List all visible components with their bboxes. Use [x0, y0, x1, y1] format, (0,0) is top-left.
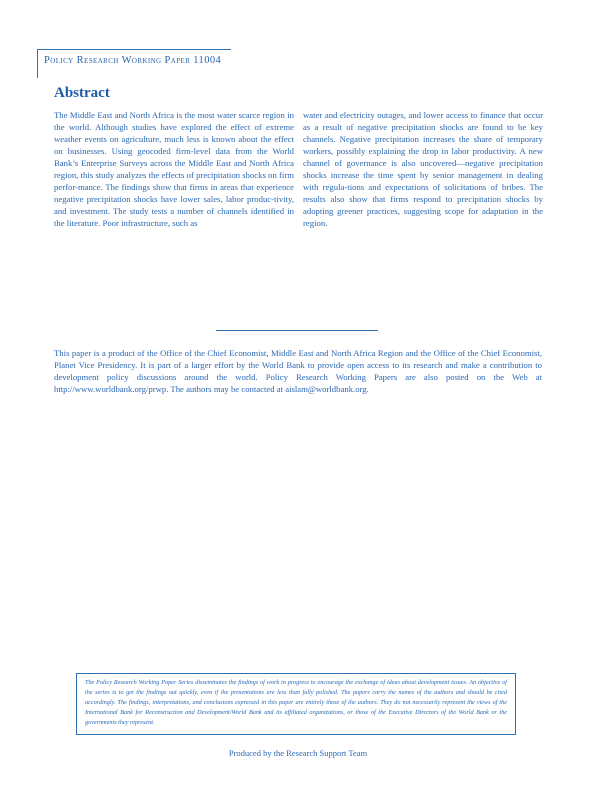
footer-credit: Produced by the Research Support Team [228, 748, 368, 758]
section-divider [216, 330, 378, 331]
series-header [37, 49, 231, 78]
product-note: This paper is a product of the Office of the Chief Economist, Middle East and North Africa Region and the Office of the Chief Economist, Planet Vice Presidency. It is part of a larger effort by the World Bank to provide open access to its research and make a contribution to development policy discussions around the world. Policy Research Working Papers are also posted on the Web at http://www.worldbank.org/prwp. The authors may be contacted at aislam@worldbank.org. [54, 348, 542, 394]
disclaimer-text: The Policy Research Working Paper Series disseminates the findings of work in progress to encourage the exchange of ideas about development issues. An objective of the series is to get the findings out quickly, even if the presentations are less than fully polished. The papers carry the names of the authors and should be cited accordingly. The findings, interpretations, and conclusions expressed in this paper are entirely those of the authors. They do not necessarily represent the views of the International Bank for Reconstruction and Development/World Bank and its affiliated organizations, or those of the Executive Directors of the World Bank or the governments they represent. [85, 679, 507, 726]
abstract-column-left: The Middle East and North Africa is the most water scarce region in the world. Although studies have explored the effect of extreme weather events on agriculture, much less is known about the effect on businesses. Using geocoded firm-level data from the World Bank’s Enterprise Surveys across the Middle East and North Africa region, this study analyzes the effects of precipitation shocks on firm perfor-mance. The findings show that firms in areas that experience negative precipitation shocks have lower sales, labor produc-tivity, and investment. The study tests a number of channels identified in the literature. Poor infrastructure, such as [54, 110, 294, 228]
series-title: Policy Research Working Paper 11004 [44, 55, 222, 66]
abstract-column-right: water and electricity outages, and lower access to finance that occur as a result of negative precipitation shocks are found to be key channels. Negative precipitation increases the share of temporary workers, possibly explaining the drop in labor productivity. A new channel of governance is also uncovered—negative precipitation shocks increase the time spent by senior management in dealing with regula-tions and expectations of solicitations of bribes. The results also show that firms respond to precipitation shocks by adopting greener practices, suggesting scope for adaptation in the region. [303, 110, 543, 228]
abstract-heading: Abstract [54, 85, 110, 101]
disclaimer-box [76, 673, 516, 735]
